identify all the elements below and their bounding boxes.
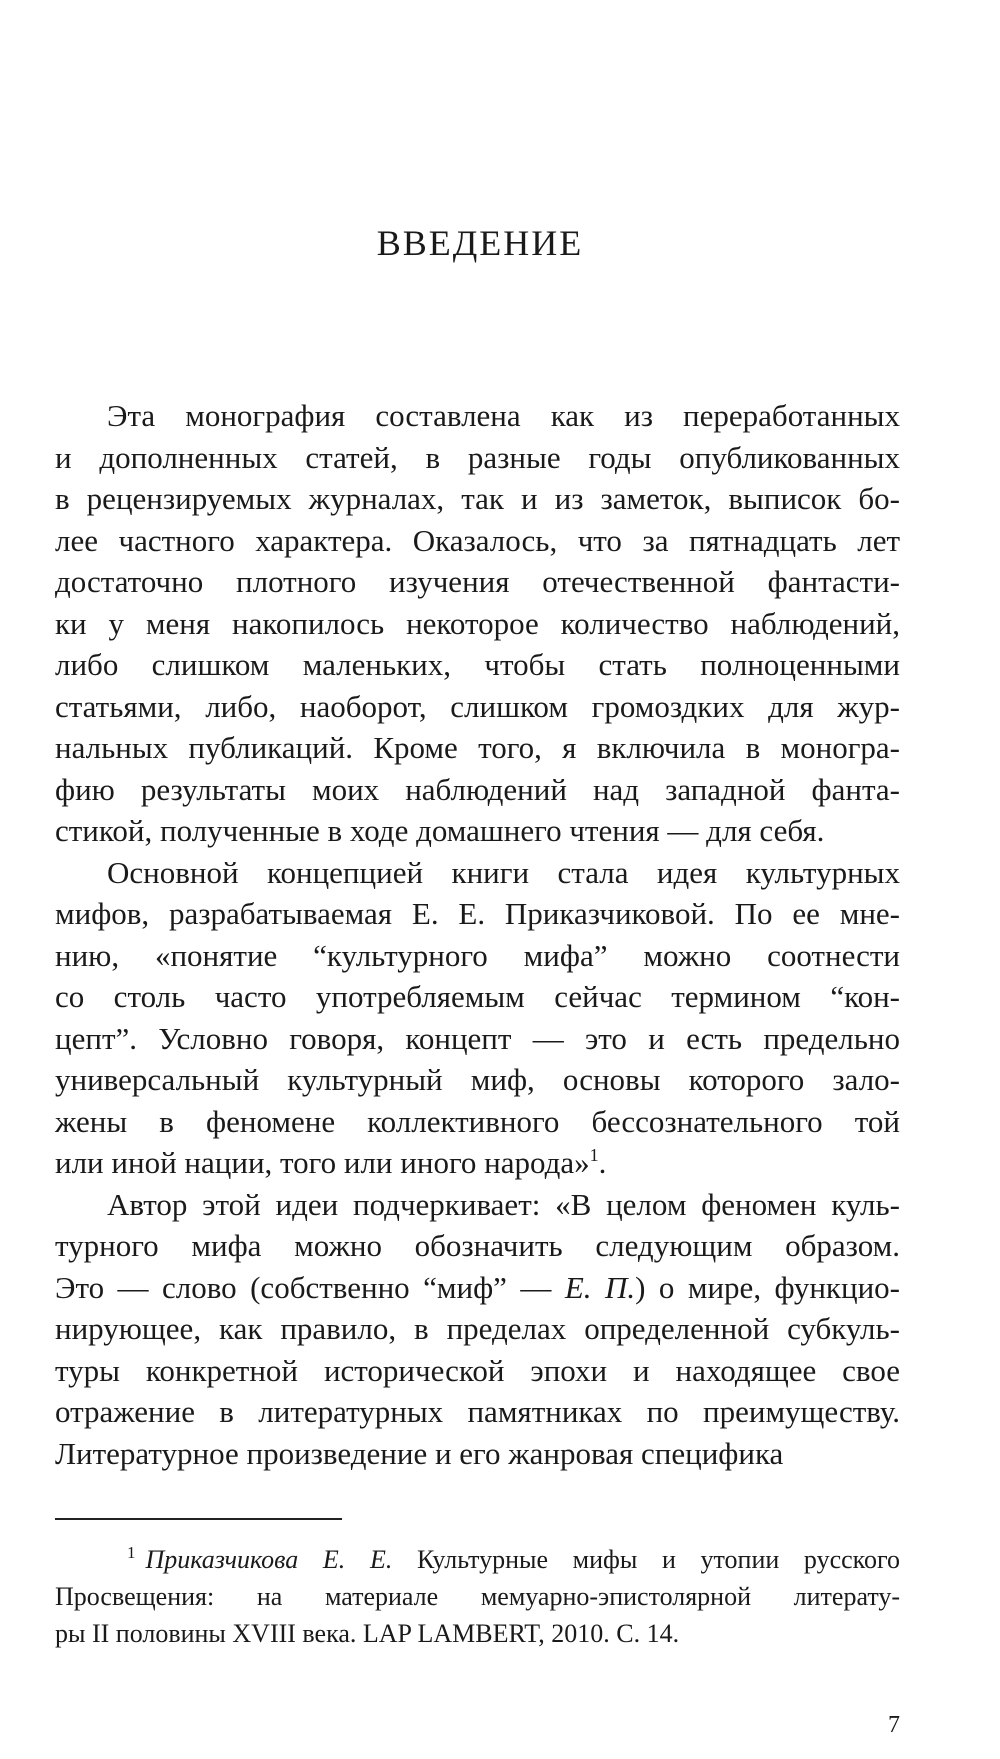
- text-line: либо слишком маленьких, чтобы стать полноценными: [55, 647, 900, 682]
- text-line: Автор этой идеи подчеркивает: «В целом феномен куль-: [107, 1186, 900, 1222]
- text-line: Эта монография составлена как из переработанных: [107, 398, 900, 433]
- paragraph-1: [55, 395, 900, 852]
- text-line-with-footnote: или иной нации, того или иного народа»$^1$.: [55, 1145, 607, 1180]
- text-line: со столь часто употребляемым сейчас термином “кон-: [55, 979, 900, 1014]
- page-number: 7: [888, 1712, 900, 1738]
- text-line: универсальный культурный миф, основы которого зало-: [55, 1062, 900, 1097]
- footnote-mark: 1: [127, 1543, 136, 1562]
- footnote-reference[interactable]: 1: [589, 1145, 599, 1165]
- text-line: лее частного характера. Оказалось, что за пятнадцать лет: [55, 522, 900, 558]
- text-line: нию, «понятие “культурного мифа” можно соотнести: [55, 937, 900, 973]
- text-line: ки у меня накопилось некоторое количество наблюдений,: [55, 605, 900, 641]
- text-line: нирующее, как правило, в пределах определенной субкуль-: [55, 1311, 900, 1346]
- paragraph-3: [55, 1184, 900, 1475]
- text-line: отражение в литературных памятниках по преимуществу.: [55, 1394, 900, 1429]
- chapter-heading: ВВЕДЕНИЕ: [376, 223, 584, 263]
- text-line: турного мифа можно обозначить следующим образом.: [55, 1228, 900, 1263]
- italic-initials: Е. П.: [564, 1269, 636, 1305]
- footnote: [55, 1541, 900, 1652]
- text-segment: ) о мире, функцио-: [635, 1269, 900, 1305]
- text-line: цепт”. Условно говоря, концепт — это и есть предельно: [55, 1020, 900, 1056]
- text-line: нальных публикаций. Кроме того, я включила в моногра-: [55, 730, 900, 765]
- footnote-author: Приказчикова Е. Е.: [145, 1545, 393, 1574]
- paragraph-2: [55, 852, 900, 1184]
- text-segment: Это — слово (собственно “миф” —: [55, 1269, 565, 1305]
- footnote-line: Просвещения: на материале мемуарно-эпистолярной литерату-: [55, 1582, 900, 1611]
- footnote-line: ры II половины XVIII века. LAP LAMBERT, 2010. С. 14.: [55, 1619, 680, 1648]
- text-line: туры конкретной исторической эпохи и находящее свое: [55, 1352, 900, 1388]
- footnote-divider: [55, 1518, 342, 1520]
- footnote-line: [55, 1541, 900, 1578]
- text-line: мифов, разрабатываемая Е. Е. Приказчиковой. По ее мне-: [55, 896, 900, 931]
- text-line: жены в феномене коллективного бессознательного той: [55, 1103, 900, 1139]
- text-line: статьями, либо, наоборот, слишком громоздких для жур-: [55, 688, 900, 724]
- text-line: Основной концепцией книги стала идея культурных: [107, 854, 900, 890]
- text-line: фию результаты моих наблюдений над западной фанта-: [55, 771, 900, 807]
- text-line: и дополненных статей, в разные годы опубликованных: [55, 439, 900, 475]
- body-text: [55, 395, 900, 1474]
- text-line: Литературное произведение и его жанровая специфика: [55, 1435, 784, 1471]
- text-line-with-italic: [55, 1267, 900, 1309]
- text-line: достаточно плотного изучения отечественной фантасти-: [55, 564, 900, 599]
- text-line: стикой, полученные в ходе домашнего чтения — для себя.: [55, 813, 825, 848]
- text-line: в рецензируемых журналах, так и из заметок, выписок бо-: [55, 481, 900, 516]
- text-line-content: или иной нации, того или иного народа»: [55, 1145, 590, 1180]
- footnote-text: Культурные мифы и утопии русского: [392, 1545, 900, 1574]
